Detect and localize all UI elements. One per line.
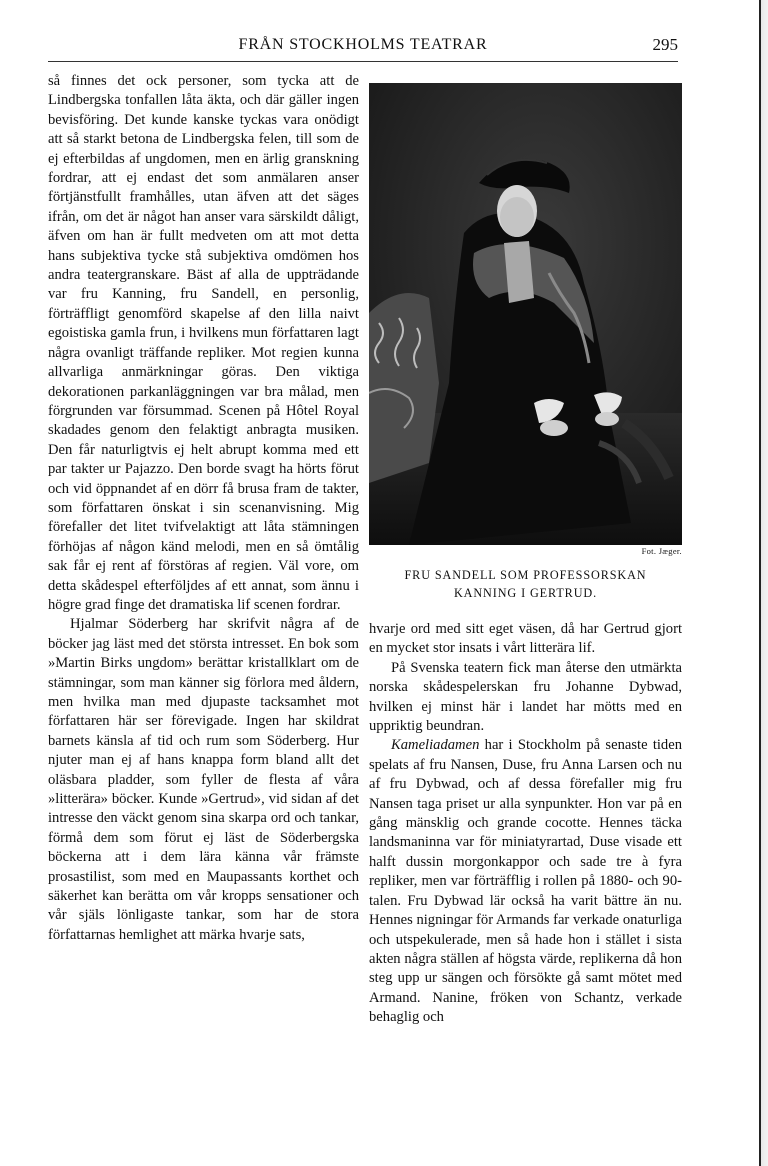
- header-rule: [48, 61, 678, 62]
- page-header: [48, 36, 678, 58]
- photo-credit: Fot. Jæger.: [641, 546, 682, 556]
- left-paragraph-2: Hjalmar Söderberg har skrifvit några af de böcker jag läst med det största intresset. En bok som »Martin Birks ungdom» berättar kristallklart om de stämningar, som man känner sig förlora med åldern, men hvilka man med djupaste tacksamhet mot författaren här ser förevigade. Ingen har skildrat barnets känsla af tid och rum som Söderberg. Hur njuter man ej af hans knappa form bland allt det oläsbara pladder, som fyller de flesta af våra »litterära» böcker. Kunde »Gertrud», vid sidan af det intresse den väckt genom sina skarpa ord och tankar, förmå dem som förut ej läst de Söderbergska böckerna att i dem lära känna vår främste prosastilist, som med en Maupassants korthet och säkerhet kan berätta om vår kropps sensationer och vår själs lönligaste tankar, som har de stora författarnas hemlighet att märka hvarje sats,: [48, 616, 359, 943]
- play-title: Kameliadamen: [391, 737, 480, 754]
- portrait-illustration: [369, 83, 682, 545]
- right-column: [369, 620, 682, 1028]
- running-title: FRÅN STOCKHOLMS TEATRAR: [238, 36, 488, 53]
- right-paragraph-2: På Svenska teatern fick man återse den utmärkta norska skådespelerskan fru Johanne Dybwad, hvilken ej minst här i landet har mötts med en uppriktig beundran.: [369, 659, 682, 735]
- scan-page-edge: [754, 0, 768, 1166]
- caption-line-2: KANNING I GERTRUD.: [453, 586, 598, 600]
- right-paragraph-3-text: har i Stockholm på senaste tiden spelats af fru Nansen, Duse, fru Anna Larsen och nu af fru Dybwad, och af dessa förefaller mig fru Nansen taga priset ur alla synpunkter. Hon var på en gång mänsklig och grande cocotte. Hennes täcka landsmaninna var för miniatyrartad, Duse visade ett halft dussin morgonkappor och sade tre à fyra repliker, men var förträfflig i rollen på 1880- och 90-talen. Fru Dybwad lär också ha varit bättre än nu. Hennes nigningar för Armands far verkade onaturliga och utspekulerade, men så hade hon i stället i sista akten några ställen af högsta värde, replikerna då hon steg upp ur sängen och försökte gå samt mötet med Armand. Nanine, fröken von Schantz, verkade behaglig och: [369, 737, 682, 1026]
- portrait-photo: [369, 83, 682, 545]
- caption-line-1: FRU SANDELL SOM PROFESSORSKAN: [404, 568, 647, 582]
- left-column: [48, 72, 359, 945]
- left-paragraph-1: så finnes det ock personer, som tycka att de Lindbergska tonfallen låta äkta, och där gäller ingen bevisföring. Det kunde kanske tyckas vara onödigt att så starkt betona de Lindbergska felen, till som de ej efterbildas af ungdomen, men en ärlig granskning fordrar, att ej endast det som anmälaren anser förtjänstfullt framhålles, utan äfven att det säges ifrån, om det är något han anser vara särskildt dåligt, äfven om han är fullt medveten om att mot detta hans subjektiva tycke stå subjektiva omdömen hos andra teatergranskare. Bäst af alla de uppträdande var fru Kanning, fru Sandell, en personlig, förträffligt genomförd skapelse af den lilla naivt egoistiska gamla frun, i hvilkens mun författaren lagt några ovanligt träffande repliker. Mot regien kunna allvarliga anmärkningar göras. Den viktiga dekorationen parkanläggningen var bra målad, men förgrunden var försummad. Scenen på Hôtel Royal skadades genom den felaktigt anbragta musiken. Den får naturligtvis ej helt abrupt komma med ett par takter ur Pajazzo. Den borde svagt ha hörts förut och vid öppnandet af en dörr få brusa fram de takter, som författaren önskat i sin scenanvisning. Mig förefaller det litet tvifvelaktigt att låta stämningen förhöjas af någon känd melodi, men en så ömtålig sak får ej rent af förstöras af regien. Väl vore, om detta skådespel efterföljdes af ett annat, som ännu i högre grad finge det dramatiska lif scenen fordrar.: [48, 73, 359, 613]
- right-paragraph-1: hvarje ord med sitt eget väsen, då har Gertrud gjort en mycket stor insats i vårt litterära lif.: [369, 621, 682, 657]
- photo-caption: [369, 566, 682, 602]
- right-paragraph-3: [369, 736, 682, 1027]
- page-number: 295: [652, 35, 678, 54]
